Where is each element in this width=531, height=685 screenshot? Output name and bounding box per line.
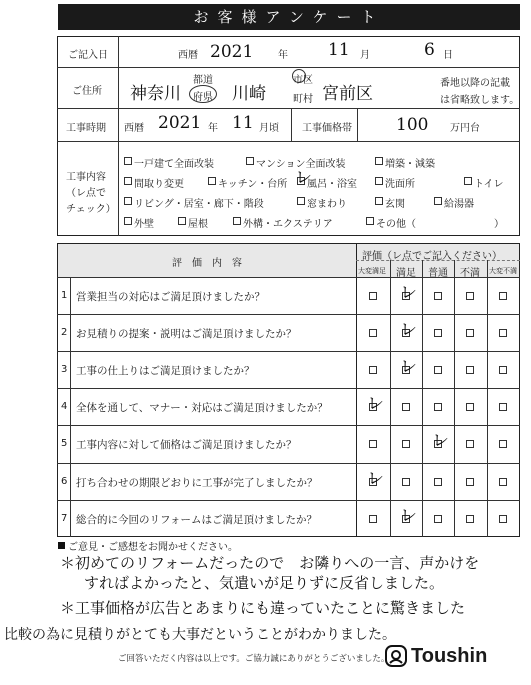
question-text: 全体を通して、マナー・対応はご満足頂けましたか？ <box>76 402 328 415</box>
rating-check-mark: レ <box>400 505 417 526</box>
option-label: 屋根 <box>188 219 208 230</box>
rating-checkbox[interactable] <box>499 329 507 337</box>
period-month-value: 11 <box>232 113 254 133</box>
survey-title: お客様アンケート <box>58 4 520 30</box>
option-label: リビング・居室・廊下・階段 <box>134 199 264 210</box>
comment-label: ご意見・ご感想をお聞かせください。 <box>68 542 238 553</box>
option-checkbox[interactable] <box>124 197 132 205</box>
question-text: 総合的に今回のリフォームはご満足頂けましたか？ <box>76 513 317 526</box>
ward-type-bottom: 町村 <box>293 94 313 105</box>
option-label: 玄関 <box>385 199 405 210</box>
rating-checkbox[interactable] <box>499 403 507 411</box>
option-label: 窓まわり <box>307 199 347 210</box>
rating-checkbox[interactable] <box>434 403 442 411</box>
rating-checkbox[interactable] <box>369 292 377 300</box>
rating-checkbox[interactable] <box>466 478 474 486</box>
survey-header-items: 評 価 内 容 <box>172 258 242 269</box>
survey-table <box>57 243 520 537</box>
date-day-value: 6 <box>424 40 435 60</box>
rating-checkbox[interactable] <box>434 515 442 523</box>
rating-checkbox[interactable] <box>402 403 410 411</box>
address-label: ご住所 <box>72 86 102 97</box>
rating-checkbox[interactable] <box>402 440 410 448</box>
option-checkbox[interactable] <box>375 197 383 205</box>
scale-very-satisfied: 大変満足 <box>358 267 386 275</box>
option-checkbox[interactable] <box>233 217 241 225</box>
rating-checkbox[interactable] <box>466 440 474 448</box>
pref-type-top: 都道 <box>193 75 213 86</box>
option-checkbox[interactable] <box>124 217 132 225</box>
period-month-unit: 月頃 <box>259 123 279 134</box>
rating-checkbox[interactable] <box>369 440 377 448</box>
rating-checkbox[interactable] <box>434 292 442 300</box>
date-year-unit: 年 <box>278 50 288 61</box>
address-ward-value: 宮前区 <box>322 84 373 104</box>
option-label: トイレ <box>474 179 504 190</box>
question-text: お見積りの提案・説明はご満足頂けましたか？ <box>76 328 297 341</box>
content-note-1: （レ点で <box>66 188 106 199</box>
option-checkbox[interactable] <box>297 197 305 205</box>
date-era: 西暦 <box>178 50 198 61</box>
option-checkbox[interactable] <box>208 177 216 185</box>
option-label: 間取り変更 <box>134 179 184 190</box>
price-unit: 万円台 <box>450 123 480 134</box>
option-label: 風呂・浴室 <box>307 179 357 190</box>
option-label: 洗面所 <box>385 179 415 190</box>
question-number: 6 <box>61 475 68 487</box>
question-text: 工事の仕上りはご満足頂けましたか？ <box>76 365 255 378</box>
question-text: 工事内容に対して価格はご満足頂けましたか？ <box>76 439 297 452</box>
rating-checkbox[interactable] <box>466 292 474 300</box>
date-month-value: 11 <box>328 40 350 60</box>
price-label: 工事価格帯 <box>302 123 352 134</box>
address-prefecture-value: 神奈川 <box>130 84 181 104</box>
question-number: 7 <box>61 512 68 524</box>
scale-very-dissatisfied: 大変不満 <box>489 267 517 275</box>
comment-line-2: すればよかったと、気遣いが足りずに反省しました。 <box>84 574 445 592</box>
pref-type-bottom: 府県 <box>193 92 213 103</box>
scale-satisfied: 満足 <box>396 268 416 279</box>
rating-checkbox[interactable] <box>499 515 507 523</box>
date-year-value: 2021 <box>210 42 254 62</box>
date-month-unit: 月 <box>360 50 370 61</box>
option-check-mark: レ <box>295 168 312 188</box>
address-city-value: 川崎 <box>232 84 266 104</box>
pref-selection-circle <box>189 85 217 103</box>
ward-type-top: 市区 <box>293 75 313 86</box>
question-number: 5 <box>61 438 68 450</box>
rating-check-mark: レ <box>400 283 417 303</box>
option-label: 外壁 <box>134 219 154 230</box>
rating-checkbox[interactable] <box>466 515 474 523</box>
address-note-2: は省略致します。 <box>440 95 520 106</box>
survey-header-rating: 評価（レ点でご記入ください） <box>362 251 502 262</box>
rating-checkbox[interactable] <box>499 440 507 448</box>
comment-bullet <box>58 542 65 549</box>
comment-line-4: 比較の為に見積りがとても大事だということがわかりました。 <box>4 627 396 643</box>
rating-check-mark: レ <box>367 394 384 415</box>
rating-checkbox[interactable] <box>499 478 507 486</box>
rating-checkbox[interactable] <box>369 515 377 523</box>
option-label: 一戸建て全面改装 <box>134 159 214 170</box>
rating-checkbox[interactable] <box>369 329 377 337</box>
rating-checkbox[interactable] <box>499 366 507 374</box>
question-number: 2 <box>61 327 68 339</box>
address-note-1: 番地以降の記載 <box>440 78 510 89</box>
question-text: 打ち合わせの期限どおりに工事が完了しましたか？ <box>76 476 318 489</box>
option-checkbox[interactable] <box>124 177 132 185</box>
rating-checkbox[interactable] <box>402 478 410 486</box>
comment-line-1: ＊初めてのリフォームだったので お隣りへの一言、声かけを <box>60 554 480 572</box>
rating-check-mark: レ <box>400 357 417 378</box>
rating-checkbox[interactable] <box>434 478 442 486</box>
rating-check-mark: レ <box>400 320 417 341</box>
rating-check-mark: レ <box>367 468 384 489</box>
option-checkbox[interactable] <box>375 177 383 185</box>
option-label: ） <box>494 219 504 230</box>
option-label: マンション全面改装 <box>256 159 346 170</box>
rating-checkbox[interactable] <box>466 329 474 337</box>
rating-checkbox[interactable] <box>499 292 507 300</box>
option-label: 外構・エクステリア <box>243 219 333 230</box>
period-year-unit: 年 <box>208 123 218 134</box>
option-label: 給湯器 <box>444 199 474 210</box>
question-number: 4 <box>61 401 68 413</box>
rating-checkbox[interactable] <box>466 403 474 411</box>
date-day-unit: 日 <box>443 50 453 61</box>
option-checkbox[interactable] <box>375 157 383 165</box>
date-label: ご記入日 <box>68 50 108 61</box>
rating-checkbox[interactable] <box>434 366 442 374</box>
content-note-2: チェック） <box>66 204 116 215</box>
price-value: 100 <box>396 115 429 135</box>
question-text: 営業担当の対応はご満足頂けましたか？ <box>76 291 265 303</box>
question-number: 3 <box>61 364 68 376</box>
option-label: その他（ <box>376 219 416 230</box>
option-checkbox[interactable] <box>246 157 254 165</box>
brand-name: Toushin <box>411 645 488 667</box>
footer-thanks: ご回答いただく内容は以上です。ご協力誠にありがとうございました。 <box>118 654 390 664</box>
option-checkbox[interactable] <box>124 157 132 165</box>
scale-neutral: 普通 <box>428 268 448 279</box>
question-number: 1 <box>61 290 68 301</box>
option-checkbox[interactable] <box>366 217 374 225</box>
option-label: 増築・減築 <box>385 159 435 170</box>
rating-checkbox[interactable] <box>369 366 377 374</box>
period-year-value: 2021 <box>158 113 202 133</box>
rating-checkbox[interactable] <box>434 329 442 337</box>
brand-logo-icon <box>385 645 407 667</box>
scale-dissatisfied: 不満 <box>460 268 480 279</box>
rating-checkbox[interactable] <box>466 366 474 374</box>
period-era: 西暦 <box>124 123 144 134</box>
option-checkbox[interactable] <box>464 177 472 185</box>
option-checkbox[interactable] <box>434 197 442 205</box>
content-label: 工事内容 <box>66 172 106 183</box>
period-label: 工事時期 <box>66 123 106 134</box>
rating-check-mark: レ <box>432 431 449 452</box>
option-label: キッチン・台所 <box>218 179 288 190</box>
option-checkbox[interactable] <box>178 217 186 225</box>
comment-line-3: ＊工事価格が広告とあまりにも違っていたことに驚きました <box>60 599 466 617</box>
